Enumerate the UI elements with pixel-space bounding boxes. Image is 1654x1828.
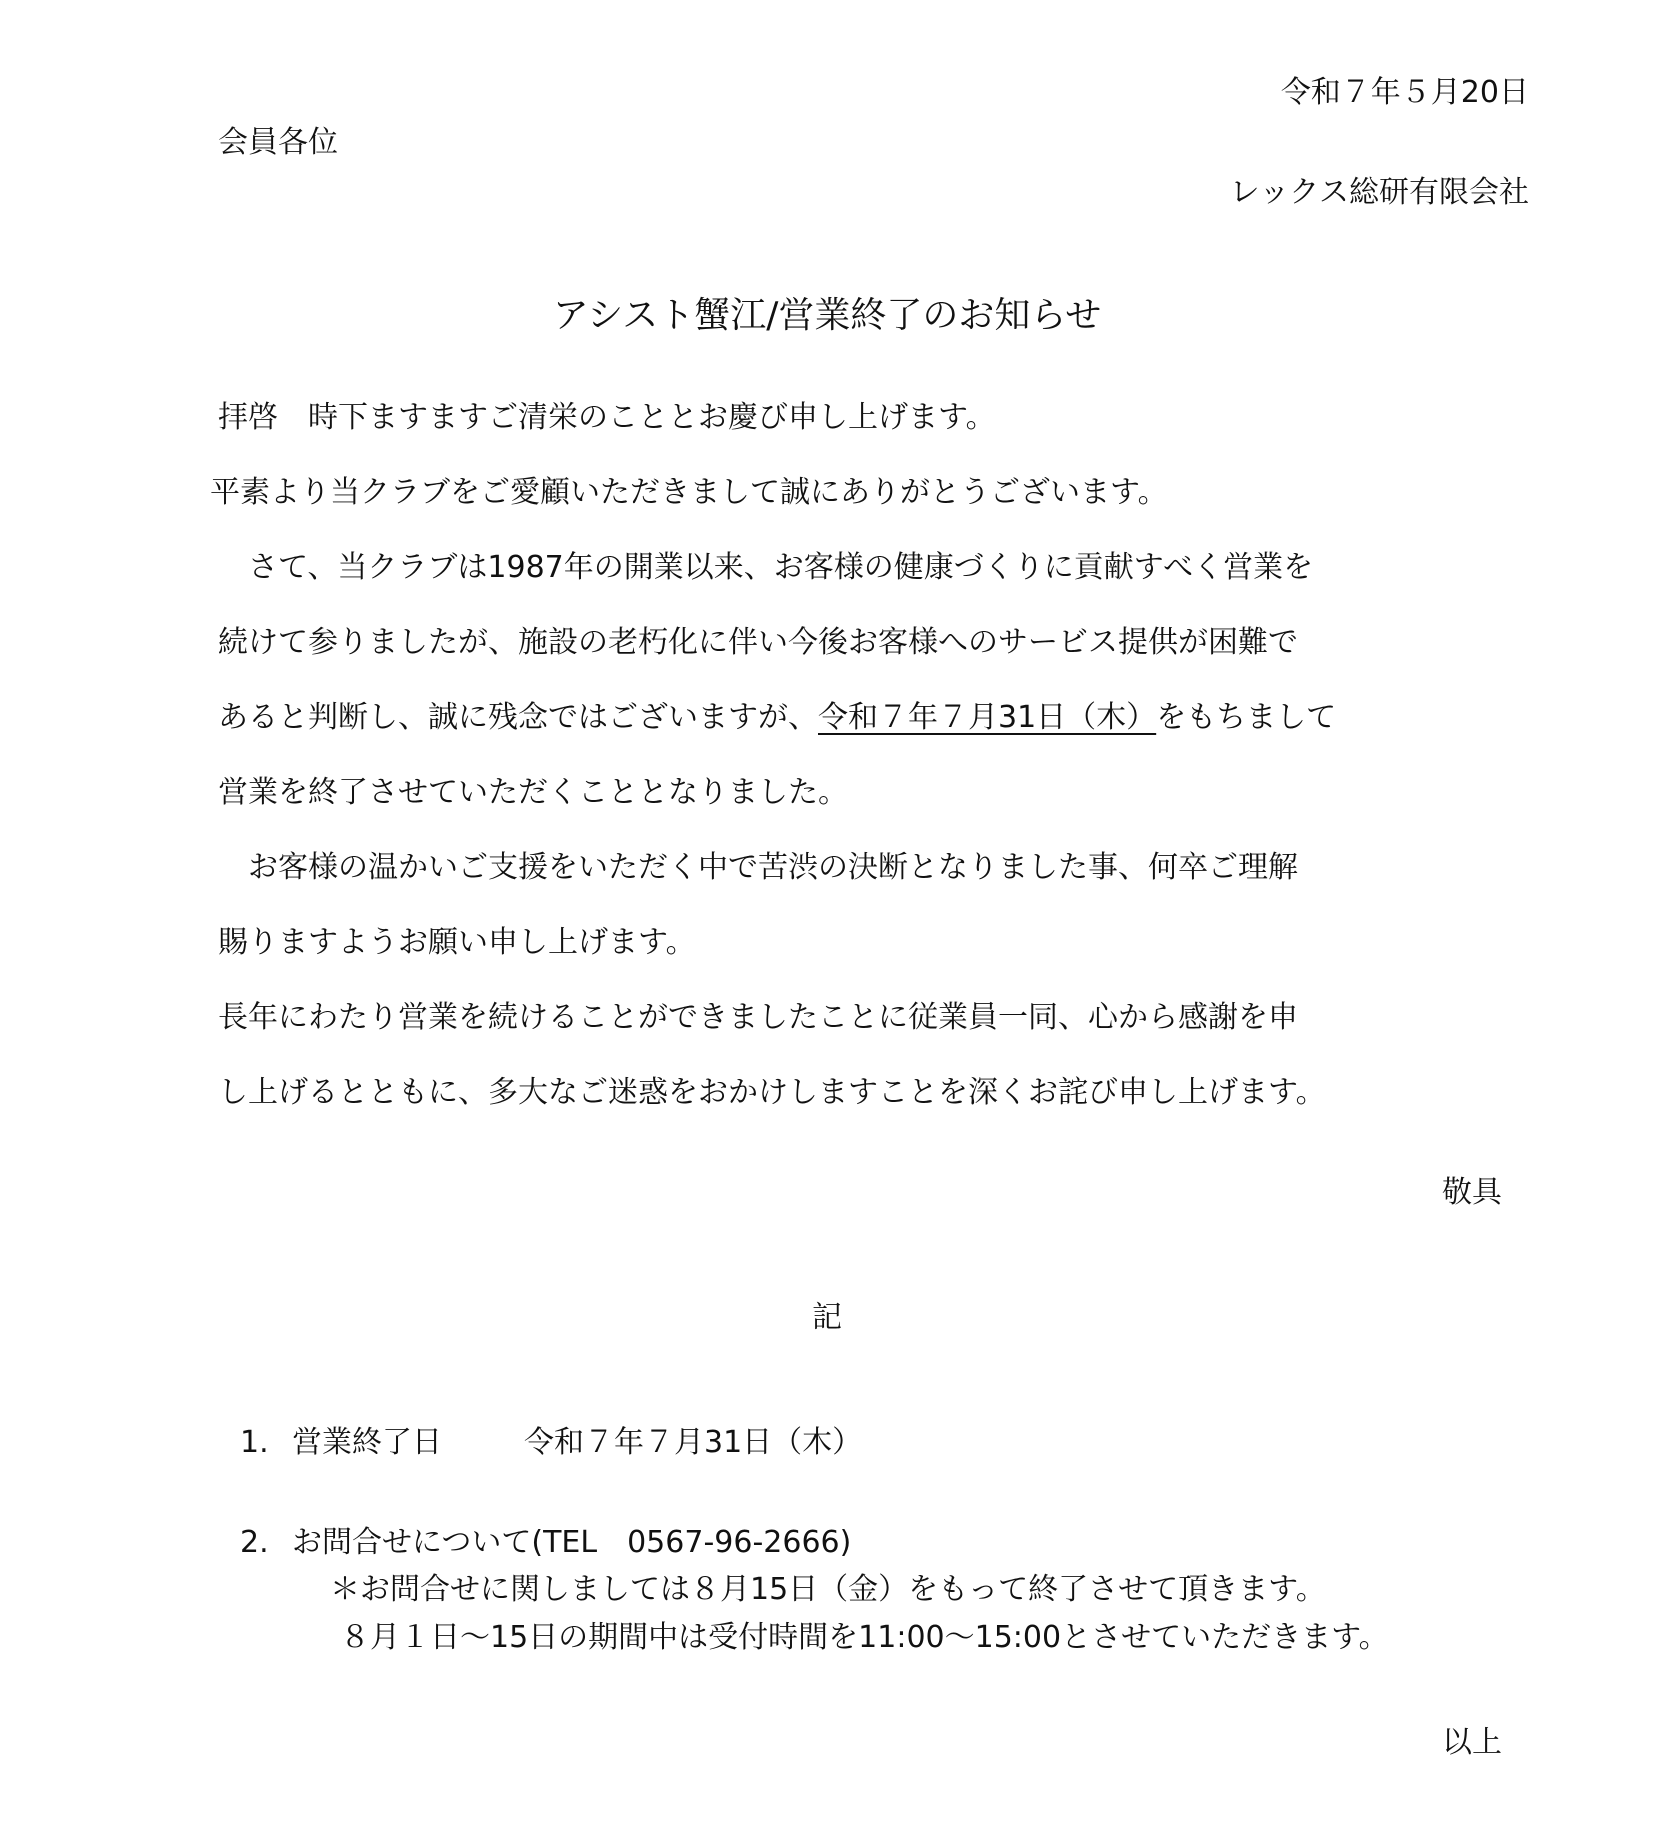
sender-company: レックス総研有限会社	[1229, 175, 1529, 210]
body-line-7: お客様の温かいご支援をいただく中で苦渋の決断となりました事、何卒ご理解	[218, 850, 1298, 885]
item-2-note-2: ８月１日～15日の期間中は受付時間を11:00～15:00とさせていただきます。	[340, 1620, 1389, 1655]
body-line-6: 営業を終了させていただくこととなりました。	[218, 775, 848, 810]
item-1-label: 営業終了日	[292, 1425, 442, 1460]
notes-heading: 記	[812, 1300, 842, 1335]
body-line-5	[218, 700, 1337, 735]
closing-keigu: 敬具	[1442, 1175, 1502, 1210]
body-line-3: さて、当クラブは1987年の開業以来、お客様の健康づくりに貢献すべく営業を	[218, 550, 1314, 585]
body-line-8: 賜りますようお願い申し上げます。	[218, 925, 696, 960]
document-date: 令和７年５月20日	[1280, 75, 1529, 110]
item-2-number: 2.	[240, 1525, 269, 1560]
item-2-label: お問合せについて(TEL 0567-96-2666)	[292, 1525, 852, 1560]
body-line-4: 続けて参りましたが、施設の老朽化に伴い今後お客様へのサービス提供が困難で	[218, 625, 1298, 660]
body-line-9: 長年にわたり営業を続けることができましたことに従業員一同、心から感謝を申	[218, 1000, 1298, 1035]
item-1-value: 令和７年７月31日（木）	[524, 1425, 863, 1460]
page-title: アシスト蟹江/営業終了のお知らせ	[552, 295, 1102, 336]
closing-date-underlined: 令和７年７月31日（木）	[818, 700, 1157, 735]
body-line-10: し上げるとともに、多大なご迷惑をおかけしますことを深くお詫び申し上げます。	[218, 1075, 1326, 1110]
end-ijou: 以上	[1442, 1725, 1502, 1760]
body-line-5-end: をもちまして	[1156, 700, 1337, 735]
item-2-note-1: ＊お問合せに関しましては８月15日（金）をもって終了させて頂きます。	[330, 1572, 1326, 1607]
item-1-number: 1.	[240, 1425, 269, 1460]
greeting-line: 拝啓 時下ますますご清栄のこととお慶び申し上げます。	[218, 400, 996, 435]
recipient: 会員各位	[218, 125, 338, 160]
body-line-5-start: あると判断し、誠に残念ではございますが、	[218, 700, 818, 735]
body-line-2: 平素より当クラブをご愛顧いただきまして誠にありがとうございます。	[210, 475, 1168, 510]
